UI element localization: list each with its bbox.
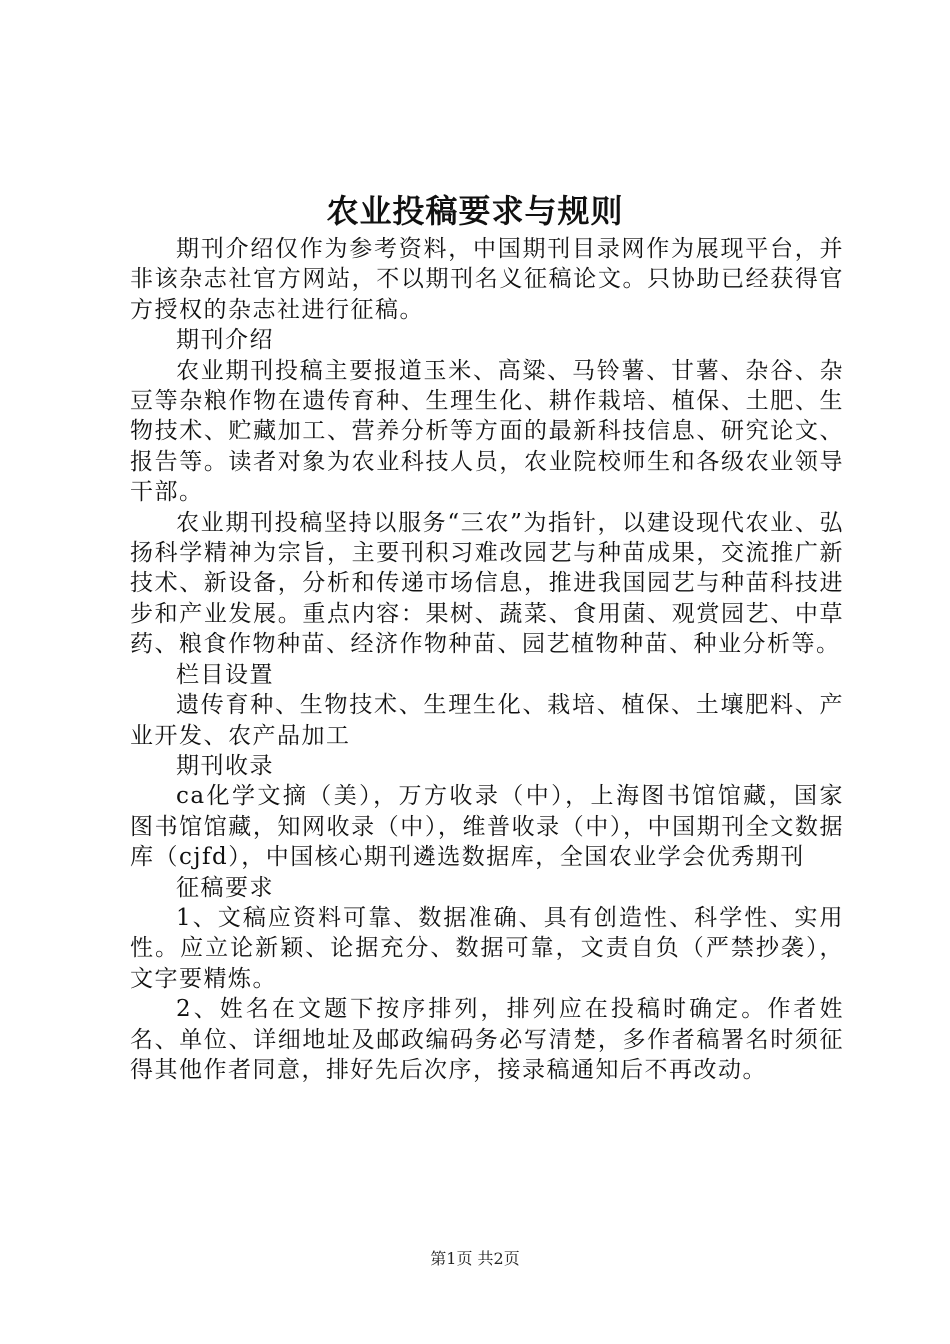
section-heading-columns: 栏目设置 (176, 661, 274, 688)
section-heading-journal-intro: 期刊介绍 (176, 327, 274, 354)
paragraph-columns: 遗传育种、生物技术、生理生化、栽培、植保、土壤肥料、产业开发、农产品加工 (130, 692, 844, 749)
section-heading-requirements: 征稿要求 (176, 874, 274, 901)
page-footer: 第1页 共2页 (430, 1249, 520, 1268)
paragraph-disclaimer: 期刊介绍仅作为参考资料，中国期刊目录网作为展现平台，并非该杂志社官方网站，不以期刊名义征稿论文。只协助已经获得官方授权的杂志社进行征稿。 (130, 236, 844, 323)
document-body (130, 234, 844, 1085)
section-heading-indexing: 期刊收录 (176, 752, 274, 779)
document-title: 农业投稿要求与规则 (326, 192, 624, 230)
paragraph-requirement-2: 2、姓名在文题下按序排列，排列应在投稿时确定。作者姓名、单位、详细地址及邮政编码务必写清楚，多作者稿署名时须征得其他作者同意，排好先后次序，接录稿通知后不再改动。 (130, 996, 844, 1083)
paragraph-journal-mission: 农业期刊投稿坚持以服务“三农”为指针，以建设现代农业、弘扬科学精神为宗旨，主要刊积习难改园艺与种苗成果，交流推广新技术、新设备，分析和传递市场信息，推进我国园艺与种苗科技进步和产业发展。重点内容：果树、蔬菜、食用菌、观赏园艺、中草药、粮食作物种苗、经济作物种苗、园艺植物种苗、种业分析等。 (130, 509, 844, 658)
paragraph-requirement-1: 1、文稿应资料可靠、数据准确、具有创造性、科学性、实用性。应立论新颖、论据充分、数据可靠，文责自负（严禁抄袭），文字要精炼。 (130, 904, 844, 992)
paragraph-journal-scope: 农业期刊投稿主要报道玉米、高粱、马铃薯、甘薯、杂谷、杂豆等杂粮作物在遗传育种、生理生化、耕作栽培、植保、土肥、生物技术、贮藏加工、营养分析等方面的最新科技信息、研究论文、报告等。读者对象为农业科技人员，农业院校师生和各级农业领导干部。 (130, 357, 844, 506)
paragraph-indexing: ca化学文摘（美），万方收录（中），上海图书馆馆藏，国家图书馆馆藏，知网收录（中），维普收录（中），中国期刊全文数据库（cjfd），中国核心期刊遴选数据库，全国农业学会优秀期刊 (130, 783, 844, 871)
